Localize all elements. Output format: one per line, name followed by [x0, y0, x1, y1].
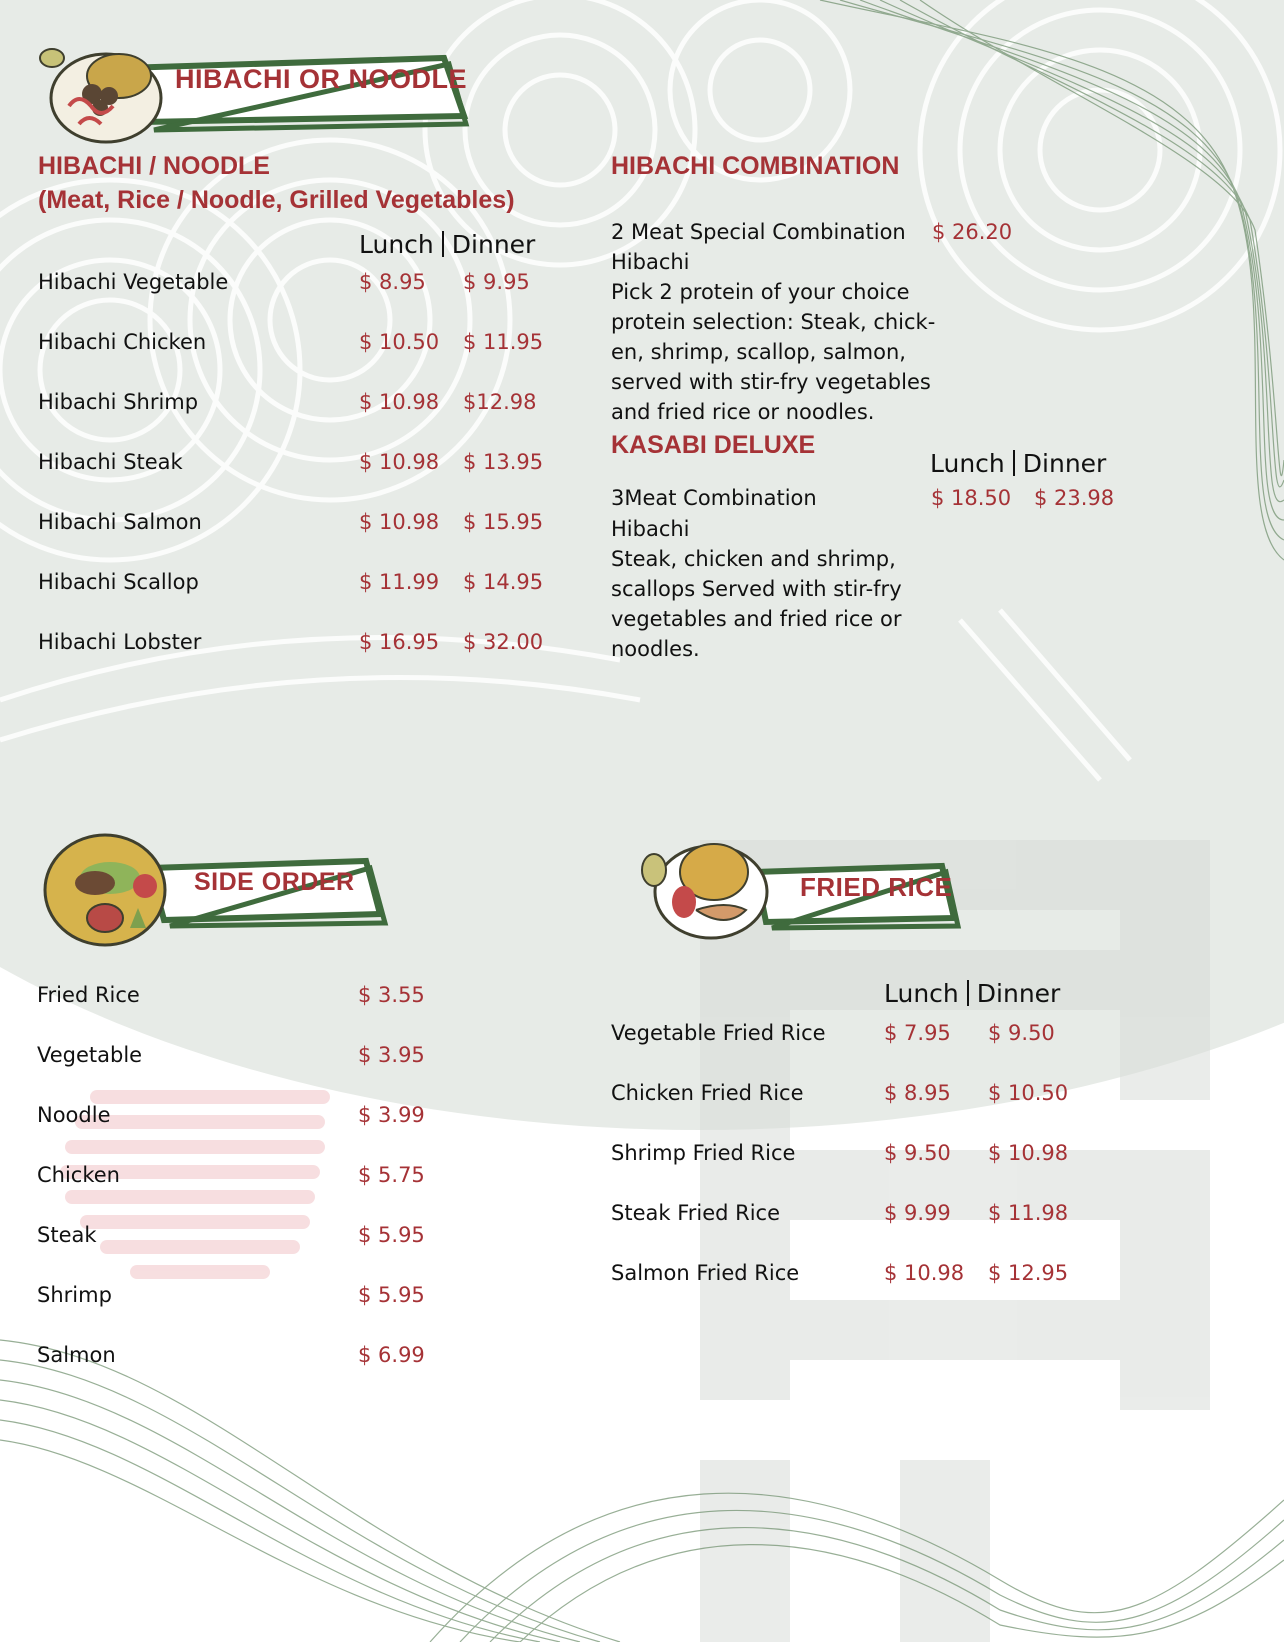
banner-title: FRIED RICE [800, 872, 953, 902]
dinner-price: $ 9.95 [463, 270, 530, 294]
fried-rice-plate-icon [636, 830, 766, 950]
banner-title: HIBACHI OR NOODLE [175, 64, 467, 94]
dinner-price: $ 12.95 [988, 1261, 1069, 1285]
lunch-price: $ 8.95 [359, 270, 426, 294]
dinner-price: $ 14.95 [463, 570, 544, 594]
fried-rice-banner [636, 830, 976, 950]
lunch-price: $ 7.95 [884, 1021, 951, 1045]
fried-rice-column-header [884, 979, 1060, 1008]
lunch-price: $ 10.98 [884, 1261, 965, 1285]
dinner-price: $ 11.98 [988, 1201, 1069, 1225]
kasabi-deluxe-heading: KASABI DELUXE [611, 431, 816, 459]
dinner-price: $ 32.00 [463, 630, 544, 654]
item-name: Chicken Fried Rice [611, 1081, 804, 1105]
hibachi-noodle-heading: HIBACHI / NOODLE [38, 152, 270, 180]
lunch-price: $ 16.95 [359, 630, 440, 654]
item-price: $ 6.99 [358, 1343, 425, 1367]
item-name: Salmon Fried Rice [611, 1261, 800, 1285]
banner-title: SIDE ORDER [194, 868, 355, 896]
menu-item-row [38, 510, 558, 542]
item-price: $ 3.95 [358, 1043, 425, 1067]
menu-item-row [38, 390, 558, 422]
dinner-price: $ 13.95 [463, 450, 544, 474]
kasabi-item-sub: Hibachi [611, 517, 690, 541]
combination-item-sub: Hibachi [611, 250, 690, 274]
lunch-header: Lunch [359, 230, 434, 259]
column-divider [442, 231, 444, 257]
item-price: $ 5.75 [358, 1163, 425, 1187]
item-name: 3Meat Combination [611, 486, 817, 510]
item-name: Steak [37, 1223, 97, 1247]
item-name: Hibachi Scallop [38, 570, 199, 594]
item-name: Chicken [37, 1163, 120, 1187]
item-price: $ 5.95 [358, 1223, 425, 1247]
fried-rice-item-row [611, 1261, 1131, 1293]
hibachi-or-noodle-banner [34, 36, 474, 146]
item-name: Hibachi Chicken [38, 330, 207, 354]
side-item-row [37, 1043, 457, 1075]
fried-rice-item-row [611, 1081, 1131, 1113]
item-price: $ 5.95 [358, 1283, 425, 1307]
item-name: Salmon [37, 1343, 116, 1367]
item-name: Hibachi Salmon [38, 510, 202, 534]
lunch-price: $ 9.50 [884, 1141, 951, 1165]
side-item-row [37, 1163, 457, 1195]
item-name: Vegetable Fried Rice [611, 1021, 826, 1045]
fried-rice-item-row [611, 1201, 1131, 1233]
item-name: Shrimp [37, 1283, 112, 1307]
lunch-price: $ 10.98 [359, 450, 440, 474]
item-name: Shrimp Fried Rice [611, 1141, 796, 1165]
column-divider [967, 980, 969, 1006]
dinner-price: $ 15.95 [463, 510, 544, 534]
fried-rice-item-row [611, 1141, 1131, 1173]
dinner-price: $ 10.50 [988, 1081, 1069, 1105]
dinner-price: $ 10.98 [988, 1141, 1069, 1165]
kasabi-column-header [930, 449, 1106, 478]
lunch-price: $ 10.50 [359, 330, 440, 354]
side-order-banner [40, 828, 400, 953]
item-name: Hibachi Steak [38, 450, 183, 474]
fried-rice-item-row [611, 1021, 1131, 1053]
item-name: Hibachi Shrimp [38, 390, 199, 414]
dinner-price: $12.98 [463, 390, 537, 414]
combination-description: Pick 2 protein of your choice protein selection: Steak, chick-en, shrimp, scallop, salmon, served with stir-fry vegetables and fried rice or noodles. [611, 280, 936, 424]
meat-plate-icon [40, 828, 170, 953]
lunch-price: $ 9.99 [884, 1201, 951, 1225]
lunch-header: Lunch [930, 449, 1005, 478]
dinner-header: Dinner [976, 979, 1061, 1008]
kasabi-description: Steak, chicken and shrimp, scallops Served with stir-fry vegetables and fried rice or noodles. [611, 547, 902, 661]
hibachi-plate-icon [34, 36, 164, 146]
menu-item-row [38, 570, 558, 602]
item-price: $ 26.20 [932, 220, 1013, 244]
lunch-price: $ 10.98 [359, 390, 440, 414]
dinner-header: Dinner [1022, 449, 1107, 478]
item-name: Noodle [37, 1103, 111, 1127]
side-item-row [37, 1223, 457, 1255]
item-name: Steak Fried Rice [611, 1201, 781, 1225]
side-item-row [37, 983, 457, 1015]
menu-item-row [38, 450, 558, 482]
dinner-price: $ 11.95 [463, 330, 544, 354]
menu-item-row [38, 270, 558, 302]
item-name: 2 Meat Special Combination [611, 220, 906, 244]
side-item-row [37, 1283, 457, 1315]
hibachi-combination-heading: HIBACHI COMBINATION [611, 152, 900, 180]
lunch-price: $ 10.98 [359, 510, 440, 534]
menu-item-row [38, 330, 558, 362]
column-divider [1013, 450, 1015, 476]
side-item-row [37, 1103, 457, 1135]
side-item-row [37, 1343, 457, 1375]
item-name: Vegetable [37, 1043, 143, 1067]
item-name: Fried Rice [37, 983, 140, 1007]
hibachi-noodle-column-header [359, 230, 535, 259]
lunch-header: Lunch [884, 979, 959, 1008]
lunch-price: $ 18.50 [931, 486, 1012, 510]
lunch-price: $ 11.99 [359, 570, 440, 594]
item-name: Hibachi Lobster [38, 630, 202, 654]
hibachi-noodle-subheading: (Meat, Rice / Noodle, Grilled Vegetables) [38, 186, 515, 214]
item-price: $ 3.99 [358, 1103, 425, 1127]
item-name: Hibachi Vegetable [38, 270, 229, 294]
dinner-header: Dinner [451, 230, 536, 259]
menu-item-row [38, 630, 558, 662]
lunch-price: $ 8.95 [884, 1081, 951, 1105]
dinner-price: $ 23.98 [1034, 486, 1115, 510]
item-price: $ 3.55 [358, 983, 425, 1007]
dinner-price: $ 9.50 [988, 1021, 1055, 1045]
